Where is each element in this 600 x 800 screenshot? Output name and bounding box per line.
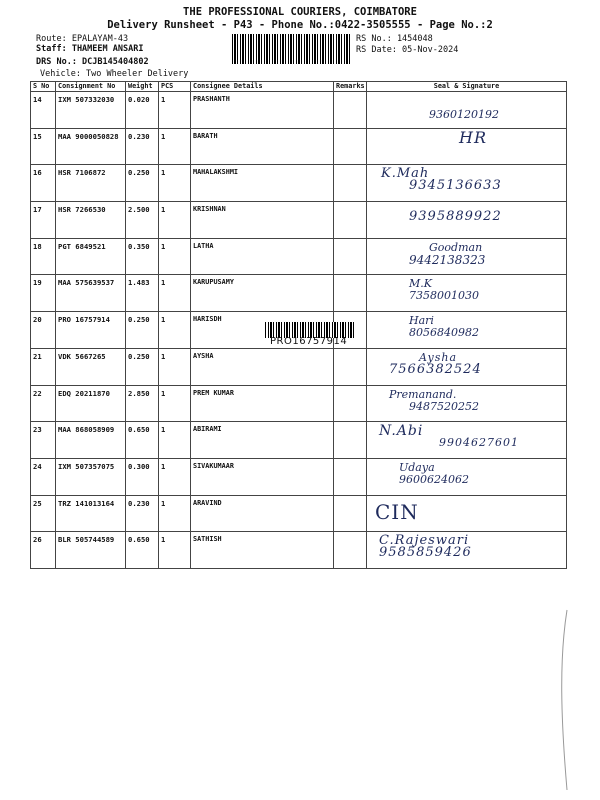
row-weight: 0.250 (126, 165, 159, 202)
row-sno: 18 (31, 238, 56, 275)
table-row (31, 385, 567, 422)
row-sno: 21 (31, 348, 56, 385)
row-remarks (334, 458, 367, 495)
row-remarks (334, 348, 367, 385)
col-consignment: Consignment No (56, 82, 126, 92)
signature-line: Aysha (419, 350, 457, 364)
row-signature (367, 238, 567, 275)
signature-line: N.Abi (379, 423, 424, 440)
consignment-barcode-text: PRO16757914 (270, 336, 348, 347)
row-consignee: BARATH (191, 128, 334, 165)
row-sno: 19 (31, 275, 56, 312)
row-remarks (334, 202, 367, 239)
row-consignment: PGT 6849521 (56, 238, 126, 275)
col-pcs: PCS (159, 82, 191, 92)
row-sno: 25 (31, 495, 56, 532)
signature-line: HR (459, 128, 487, 147)
row-pcs: 1 (159, 165, 191, 202)
row-signature (367, 92, 567, 129)
row-consignee: MAHALAKSHMI (191, 165, 334, 202)
drs-number: DRS No.: DCJB145404802 (36, 57, 149, 67)
row-sno: 24 (31, 458, 56, 495)
row-consignment: HSR 7106872 (56, 165, 126, 202)
signature-line: 9345136633 (409, 178, 502, 194)
row-remarks (334, 275, 367, 312)
col-signature: Seal & Signature (367, 82, 567, 92)
row-pcs: 1 (159, 238, 191, 275)
row-consignee: KARUPUSAMY (191, 275, 334, 312)
row-signature (367, 128, 567, 165)
row-consignee: SIVAKUMAAR (191, 458, 334, 495)
row-consignee: ABIRAMI (191, 422, 334, 459)
signature-line: 9487520252 (409, 399, 479, 413)
row-consignee: AYSHA (191, 348, 334, 385)
row-consignment: TRZ 141013164 (56, 495, 126, 532)
table-row (31, 92, 567, 129)
staff-label: Staff: THAMEEM ANSARI (36, 44, 144, 54)
signature-line: Goodman (429, 240, 483, 254)
rs-number: RS No.: 1454048 (356, 34, 433, 44)
signature-line: 9585859426 (379, 545, 472, 561)
row-signature (367, 422, 567, 459)
page-edge-mark (555, 600, 575, 800)
row-consignment: IXM 507332030 (56, 92, 126, 129)
signature-line: Premanand. (389, 387, 457, 401)
signature-line: K.Mah (381, 166, 430, 182)
table-row (31, 422, 567, 459)
row-weight: 0.230 (126, 128, 159, 165)
signature-line: 8056840982 (409, 326, 479, 340)
row-signature (367, 202, 567, 239)
row-consignee: KRISHNAN (191, 202, 334, 239)
row-signature (367, 165, 567, 202)
row-consignment: PRO 16757914 (56, 312, 126, 349)
row-signature (367, 312, 567, 349)
row-weight: 0.300 (126, 458, 159, 495)
row-consignment: MAA 575639537 (56, 275, 126, 312)
signature-line: Hari (409, 314, 434, 328)
row-sno: 16 (31, 165, 56, 202)
row-consignment: BLR 505744589 (56, 532, 126, 569)
row-signature (367, 458, 567, 495)
signature-line: C.Rajeswari (379, 533, 470, 549)
row-consignment: EDQ 20211870 (56, 385, 126, 422)
row-weight: 2.500 (126, 202, 159, 239)
row-consignment: HSR 7266530 (56, 202, 126, 239)
row-consignment: MAA 9000050828 (56, 128, 126, 165)
row-sno: 14 (31, 92, 56, 129)
row-pcs: 1 (159, 385, 191, 422)
row-sno: 20 (31, 312, 56, 349)
row-weight: 1.483 (126, 275, 159, 312)
row-sno: 23 (31, 422, 56, 459)
route-label: Route: EPALAYAM-43 (36, 34, 129, 44)
col-sno: S No (31, 82, 56, 92)
row-pcs: 1 (159, 532, 191, 569)
rs-date: RS Date: 05-Nov-2024 (356, 45, 459, 55)
row-sno: 17 (31, 202, 56, 239)
drs-barcode (232, 34, 352, 64)
signature-line: 9442138323 (409, 252, 486, 267)
signature-line: 9904627601 (439, 436, 519, 450)
row-weight: 0.250 (126, 348, 159, 385)
row-consignee: SATHISH (191, 532, 334, 569)
row-remarks (334, 92, 367, 129)
table-row (31, 275, 567, 312)
row-consignee: LATHA (191, 238, 334, 275)
row-sno: 22 (31, 385, 56, 422)
row-consignment: VDK 5667265 (56, 348, 126, 385)
table-row (31, 238, 567, 275)
row-weight: 0.020 (126, 92, 159, 129)
row-pcs: 1 (159, 458, 191, 495)
row-pcs: 1 (159, 312, 191, 349)
signature-line: 7358001030 (409, 289, 479, 303)
table-row (31, 348, 567, 385)
row-consignment: MAA 868058909 (56, 422, 126, 459)
company-title: THE PROFESSIONAL COURIERS, COIMBATORE (183, 6, 417, 18)
table-row (31, 202, 567, 239)
row-signature (367, 275, 567, 312)
col-weight: Weight (126, 82, 159, 92)
signature-line: M.K (409, 277, 432, 291)
signature-line: 9395889922 (409, 209, 502, 225)
row-remarks (334, 495, 367, 532)
row-sno: 26 (31, 532, 56, 569)
row-signature (367, 348, 567, 385)
table-header-row (31, 82, 567, 92)
row-remarks (334, 532, 367, 569)
row-consignee: ARAVIND (191, 495, 334, 532)
row-weight: 0.650 (126, 422, 159, 459)
row-consignee: HARISDH (191, 312, 334, 349)
signature-line: Udaya (399, 460, 435, 474)
row-signature (367, 532, 567, 569)
signature-line: 9600624062 (399, 472, 469, 486)
row-consignee: PREM KUMAR (191, 385, 334, 422)
row-weight: 0.350 (126, 238, 159, 275)
table-row (31, 458, 567, 495)
row-weight: 2.850 (126, 385, 159, 422)
table-row (31, 532, 567, 569)
row-signature (367, 495, 567, 532)
row-remarks (334, 238, 367, 275)
signature-line: CIN (375, 499, 419, 524)
table-row (31, 165, 567, 202)
row-sno: 15 (31, 128, 56, 165)
row-consignee: PRASHANTH (191, 92, 334, 129)
row-consignment: IXM 507357075 (56, 458, 126, 495)
signature-line: 7566382524 (389, 361, 482, 377)
row-pcs: 1 (159, 422, 191, 459)
vehicle-label: Vehicle: Two Wheeler Delivery (40, 69, 189, 79)
row-remarks (334, 165, 367, 202)
row-pcs: 1 (159, 495, 191, 532)
table-row (31, 495, 567, 532)
row-pcs: 1 (159, 275, 191, 312)
row-pcs: 1 (159, 128, 191, 165)
runsheet-subtitle: Delivery Runsheet - P43 - Phone No.:0422-3505555 - Page No.:2 (107, 19, 493, 31)
row-weight: 0.250 (126, 312, 159, 349)
col-consignee: Consignee Details (191, 82, 334, 92)
signature-line: 9360120192 (429, 108, 499, 121)
row-remarks (334, 422, 367, 459)
col-remarks: Remarks (334, 82, 367, 92)
row-remarks (334, 128, 367, 165)
row-signature (367, 385, 567, 422)
row-weight: 0.650 (126, 532, 159, 569)
table-row (31, 128, 567, 165)
row-pcs: 1 (159, 348, 191, 385)
row-weight: 0.230 (126, 495, 159, 532)
row-pcs: 1 (159, 92, 191, 129)
row-remarks (334, 385, 367, 422)
row-pcs: 1 (159, 202, 191, 239)
